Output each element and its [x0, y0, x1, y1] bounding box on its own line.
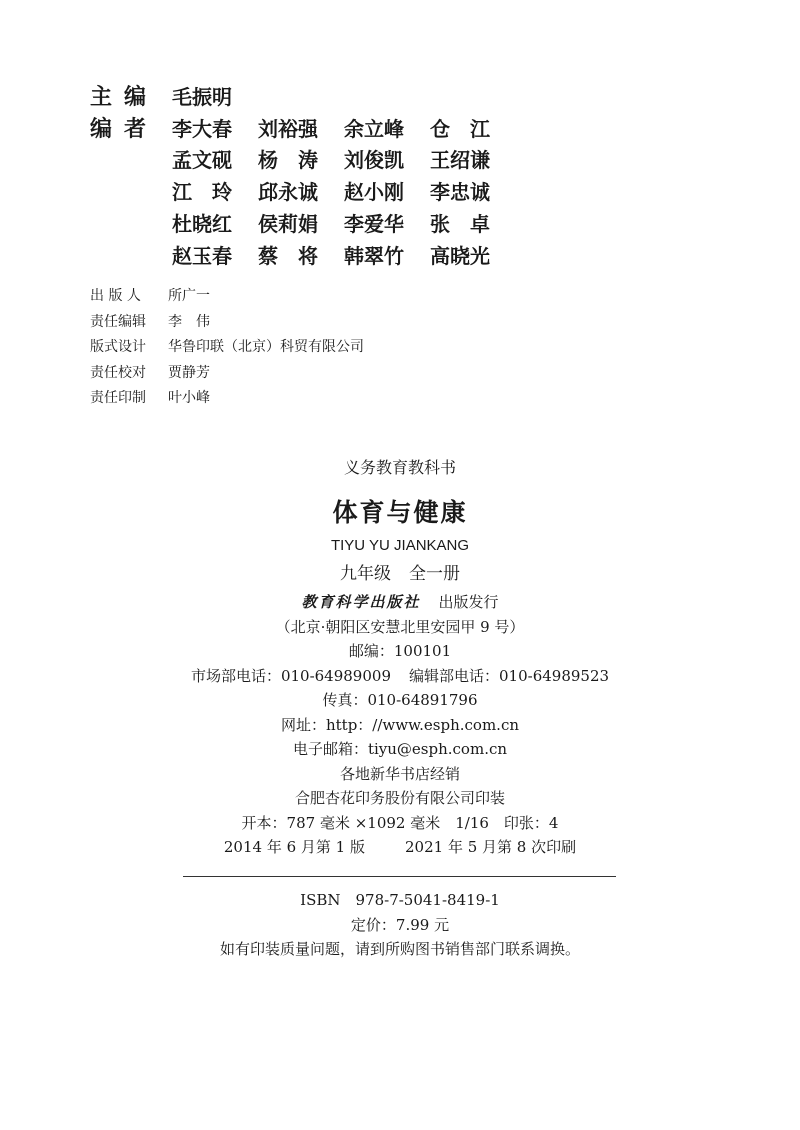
staff-role: 出 版 人	[90, 288, 141, 304]
author-name: 邱永诚	[258, 180, 318, 204]
website: 网址：http：//www.esph.com.cn	[280, 715, 520, 734]
author-name: 蔡 将	[258, 244, 318, 268]
staff-block	[90, 285, 364, 413]
authors-row-2	[90, 144, 516, 176]
phone-line	[0, 664, 800, 689]
staff-row	[90, 311, 364, 337]
editor-in-chief-row	[90, 80, 516, 112]
authors-row-5	[90, 240, 516, 272]
author-name: 李爱华	[344, 212, 404, 236]
author-name: 余立峰	[344, 117, 404, 141]
grade: 九年级	[340, 564, 391, 584]
credits-block	[90, 80, 516, 272]
authors-row-4	[90, 208, 516, 240]
author-names-2	[172, 144, 516, 173]
author-name: 韩翠竹	[344, 244, 404, 268]
publish-action: 出版发行	[438, 593, 499, 611]
author-name: 杨 涛	[258, 148, 318, 172]
printer: 合肥杏花印务股份有限公司印装	[294, 789, 505, 807]
author-names-1	[172, 113, 516, 142]
volume: 全一册	[409, 564, 460, 584]
author-name: 赵玉春	[172, 244, 232, 268]
author-name: 王绍谦	[430, 148, 490, 172]
staff-role: 责任印制	[90, 390, 146, 406]
staff-value: 叶小峰	[168, 390, 210, 406]
bottom-block	[0, 888, 800, 962]
format: 开本：787 毫米 ×1092 毫米 1/16 印张：4	[241, 813, 559, 832]
publisher-line	[0, 590, 800, 615]
fax: 传真：010-64891796	[322, 691, 478, 709]
author-name: 李大春	[172, 117, 232, 141]
author-name: 高晓光	[430, 244, 490, 268]
market-phone: 市场部电话：010-64989009	[190, 666, 391, 685]
grade-line	[0, 558, 800, 590]
staff-value: 贾静芳	[168, 364, 210, 381]
edition: 2014 年 6 月第 1 版	[223, 838, 365, 856]
printing: 2021 年 5 月第 8 次印刷	[405, 838, 577, 856]
book-title: 体育与健康	[332, 498, 468, 527]
author-name: 刘俊凯	[344, 148, 404, 172]
staff-role: 版式设计	[90, 339, 146, 355]
distributor: 各地新华书店经销	[339, 764, 460, 783]
publisher-logo: 教育科学出版社	[301, 593, 421, 611]
authors-row-1	[90, 112, 516, 144]
isbn: ISBN 978-7-5041-8419-1	[300, 891, 500, 909]
editor-in-chief-role: 主编	[90, 85, 159, 110]
editor-in-chief-names	[172, 81, 258, 110]
staff-role: 责任编辑	[90, 313, 146, 330]
author-name: 李忠诚	[430, 180, 490, 204]
price: 定价：7.99 元	[350, 915, 450, 934]
staff-row	[90, 387, 364, 413]
author-name: 刘裕强	[258, 117, 318, 141]
imprint-block	[0, 452, 800, 860]
author-name: 张 卓	[430, 212, 490, 236]
author-name: 仓 江	[430, 117, 490, 141]
notice: 如有印装质量问题，请到所购图书销售部门联系调换。	[219, 940, 580, 958]
staff-row	[90, 362, 364, 388]
staff-row	[90, 285, 364, 311]
author-name: 孟文砚	[172, 148, 232, 172]
staff-role: 责任校对	[90, 364, 146, 381]
authors-row-3	[90, 176, 516, 208]
staff-value: 华鲁印联（北京）科贸有限公司	[168, 339, 364, 355]
author-name: 赵小刚	[344, 180, 404, 204]
authors-role: 编者	[90, 117, 159, 142]
staff-value: 所广一	[168, 288, 210, 304]
divider-line	[183, 876, 616, 877]
postcode: 邮编：100101	[348, 642, 452, 660]
author-names-3	[172, 176, 516, 205]
email: 电子邮箱：tiyu@esph.com.cn	[292, 740, 508, 758]
author-names-4	[172, 208, 516, 237]
editor-name: 毛振明	[172, 85, 232, 109]
author-names-5	[172, 240, 516, 269]
book-title-pinyin: TIYU YU JIANKANG	[330, 537, 470, 554]
series-name: 义务教育教科书	[343, 458, 456, 477]
author-name: 江 玲	[172, 180, 232, 204]
staff-value: 李 伟	[168, 313, 210, 330]
staff-row	[90, 336, 364, 362]
address: （北京·朝阳区安慧北里安园甲 9 号）	[275, 617, 525, 636]
editorial-phone: 编辑部电话：010-64989523	[409, 666, 610, 685]
edition-line	[0, 835, 800, 860]
author-name: 侯莉娟	[258, 212, 318, 236]
author-name: 杜晓红	[172, 212, 232, 236]
